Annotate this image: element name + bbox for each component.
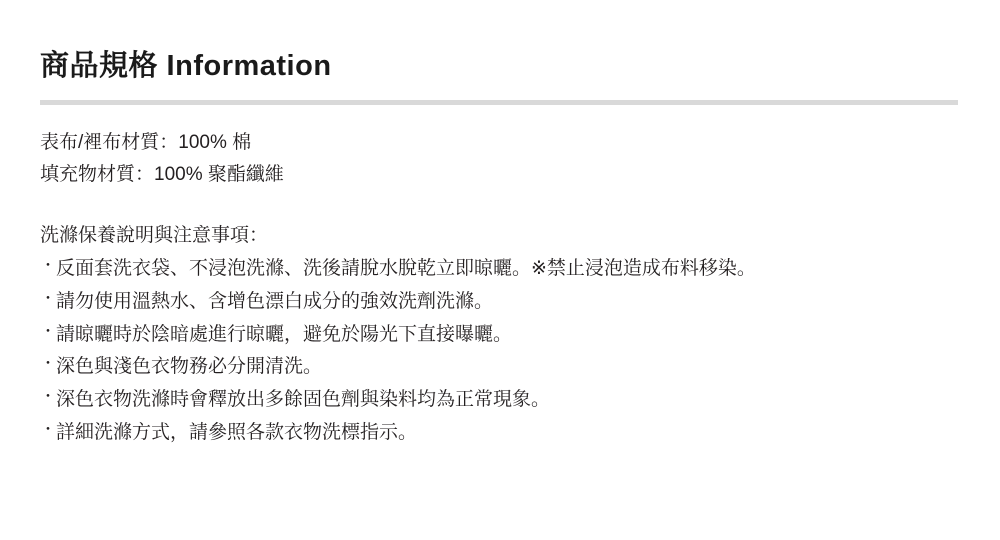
- list-item-label: 請勿使用溫熱水、含增色漂白成分的強效洗劑洗滌。: [56, 290, 494, 312]
- list-item: 表布/裡布材質：100% 棉: [40, 132, 252, 154]
- bullet-icon: ・: [40, 355, 56, 373]
- title-divider: [40, 100, 958, 105]
- list-item: [40, 384, 960, 417]
- list-item-label: 詳細洗滌方式，請參照各款衣物洗標指示。: [56, 421, 418, 443]
- list-item-label: 深色與淺色衣物務必分開清洗。: [56, 356, 323, 378]
- list-item-label: 深色衣物洗滌時會釋放出多餘固色劑與染料均為正常現象。: [56, 388, 551, 410]
- bullet-icon: ・: [40, 387, 56, 405]
- bullet-icon: ・: [40, 257, 56, 275]
- list-item: [40, 351, 960, 384]
- list-item: [40, 286, 960, 319]
- bullet-icon: ・: [40, 322, 56, 340]
- list-item: [40, 319, 960, 352]
- list-item: [40, 417, 960, 450]
- bullet-icon: ・: [40, 289, 56, 307]
- bullet-icon: ・: [40, 420, 56, 438]
- material-spec-list: [40, 127, 960, 190]
- list-item-label: 請晾曬時於陰暗處進行晾曬，避免於陽光下直接曝曬。: [56, 323, 513, 345]
- list-item: [40, 253, 960, 286]
- care-instructions-heading: 洗滌保養說明與注意事項：: [40, 224, 269, 246]
- care-instructions-list: [40, 253, 960, 449]
- page-title: 商品規格 Information: [40, 50, 332, 82]
- list-item: 填充物材質：100% 聚酯纖維: [40, 163, 284, 185]
- list-item-label: 反面套洗衣袋、不浸泡洗滌、洗後請脫水脫乾立即晾曬。※禁止浸泡造成布料移染。: [56, 258, 756, 280]
